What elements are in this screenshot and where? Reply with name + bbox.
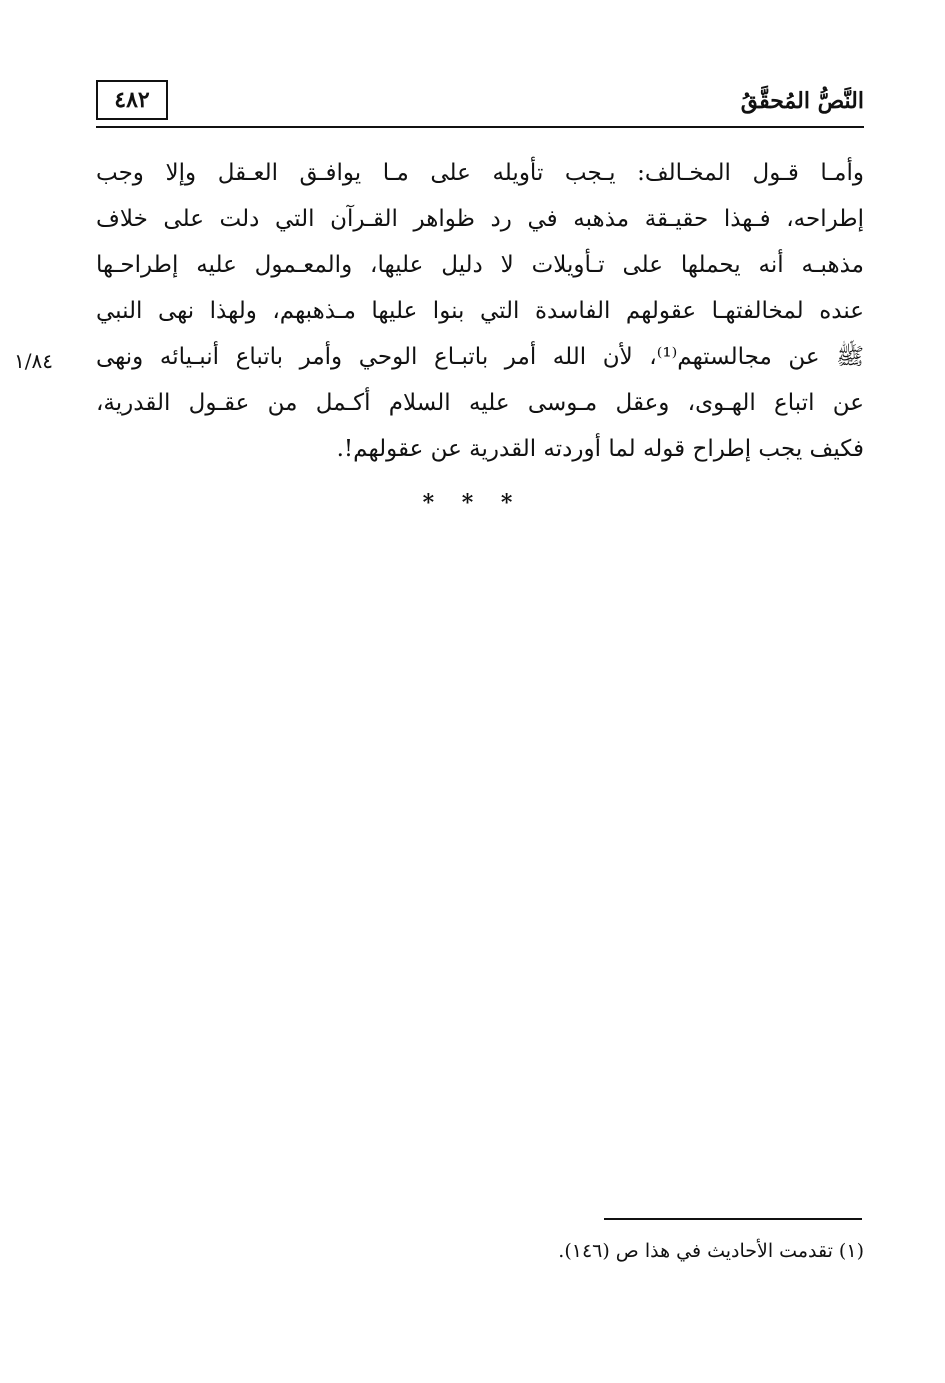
footnote-rule xyxy=(604,1218,862,1220)
margin-reference: ١/٨٤ xyxy=(14,349,53,373)
page-header xyxy=(96,80,864,124)
body-text xyxy=(96,150,864,472)
running-title: النَّصُّ المُحقَّقُ xyxy=(740,88,864,114)
text-line: عن اتباع الهـوى، وعقل مـوسى عليه السلام أكـمل من عقـول القدرية، xyxy=(96,390,864,416)
text-line: ﷺ عن مجالستهم⁽¹⁾، لأن الله أمر باتبـاع الوحي وأمر باتباع أنبـيائه ونهى xyxy=(96,344,864,370)
section-divider: * * * xyxy=(422,490,523,516)
page-number: ٤٨٢ xyxy=(96,80,168,120)
footnote: (١) تقدمت الأحاديث في هذا ص (١٤٦). xyxy=(558,1240,864,1262)
text-line: وأمـا قـول المخـالف: يـجب تأويله على مـا يوافـق العـقل وإلا وجب xyxy=(96,160,864,186)
text-line: إطراحه، فـهذا حقيـقة مذهبه في رد ظواهر القـرآن التي دلت على خلاف xyxy=(96,206,864,232)
text-line: عنده لمخالفتهـا عقولهم الفاسدة التي بنوا عليها مـذهبهم، ولهذا نهى النبي xyxy=(96,298,864,324)
text-line: فكيف يجب إطراح قوله لما أوردته القدرية عن عقولهم!. xyxy=(336,436,864,462)
text-line: مذهبـه أنه يحملها على تـأويلات لا دليل عليها، والمعـمول عليه إطراحـها xyxy=(96,252,864,278)
header-rule xyxy=(96,126,864,128)
